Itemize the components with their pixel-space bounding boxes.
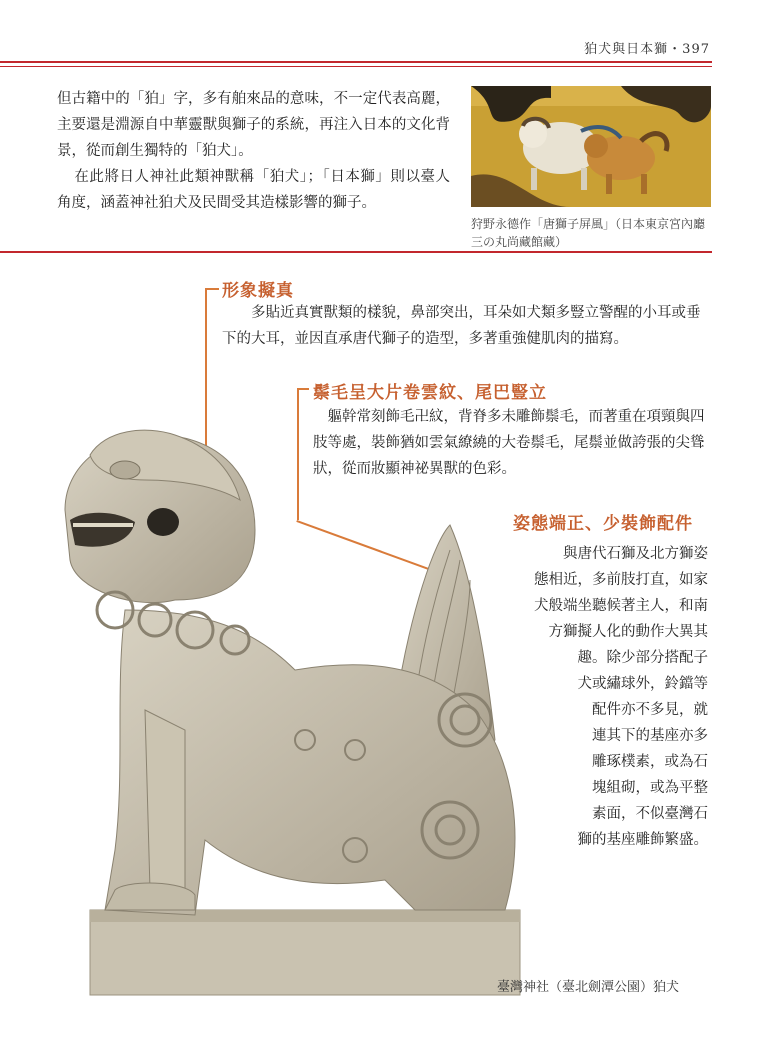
section-title-mane: 鬃毛呈大片卷雲紋、尾巴豎立 [313, 383, 547, 403]
callout-line-1h [205, 288, 219, 290]
posture-line: 趣。除少部分搭配子 [577, 650, 708, 666]
statue-caption: 臺灣神社（臺北劍潭公園）狛犬 [497, 980, 680, 995]
section-body-realistic: 多貼近真實獸類的樣貌，鼻部突出，耳朵如犬類多豎立警醒的小耳或垂下的大耳，並因直承唐代獅子的造型，多著重強健肌肉的描寫。 [222, 305, 701, 347]
posture-line: 素面，不似臺灣石 [592, 806, 708, 822]
komainu-statue-photo [55, 410, 555, 1010]
posture-line: 配件亦不多見，就 [592, 702, 708, 718]
posture-line: 連其下的基座亦多 [592, 728, 708, 744]
folding-screen-painting [471, 86, 711, 207]
section-rule [0, 251, 712, 253]
posture-line: 與唐代石獅及北方獅姿 [563, 546, 708, 562]
section-title-realistic: 形象擬真 [222, 281, 294, 301]
section-title-posture: 姿態端正、少裝飾配件 [513, 514, 693, 534]
header-rule [0, 61, 712, 63]
posture-line: 雕琢樸素，或為石 [592, 754, 708, 770]
posture-line: 獅的基座雕飾繁盛。 [577, 832, 708, 848]
running-header: 狛犬與日本獅・397 [584, 42, 710, 57]
posture-line: 塊組砌，或為平整 [592, 780, 708, 796]
painting-caption: 狩野永德作「唐獅子屏風」（日本東京宮內廳三の丸尚藏館藏） [471, 217, 706, 249]
intro-paragraph-1: 但古籍中的「狛」字，多有舶來品的意味，不一定代表高麗，主要還是淵源自中華靈獸與獅子的系統，再注入日本的文化背景，從而創生獨特的「狛犬」。 [57, 91, 450, 159]
intro-paragraph-2: 在此將日人神社此類神獸稱「狛犬」；「日本獅」則以臺人角度，涵蓋神社狛犬及民間受其造樣影響的獅子。 [57, 169, 450, 211]
posture-line: 犬般端坐聽候著主人，和南 [534, 598, 708, 614]
section-body-mane: 軀幹常刻飾毛卍紋，背脊多未雕飾鬃毛，而著重在項頸與四肢等處，裝飾猶如雲氣繚繞的大卷鬃毛，尾鬃並做誇張的尖聳狀，從而妝顯神祕異獸的色彩。 [313, 409, 705, 477]
posture-line: 犬或繡球外，鈴鐺等 [577, 676, 708, 692]
posture-line: 態相近，多前肢打直，如家 [534, 572, 708, 588]
posture-line: 方獅擬人化的動作大異其 [548, 624, 708, 640]
intro-text [57, 86, 450, 216]
header-rule-thin [0, 66, 712, 67]
